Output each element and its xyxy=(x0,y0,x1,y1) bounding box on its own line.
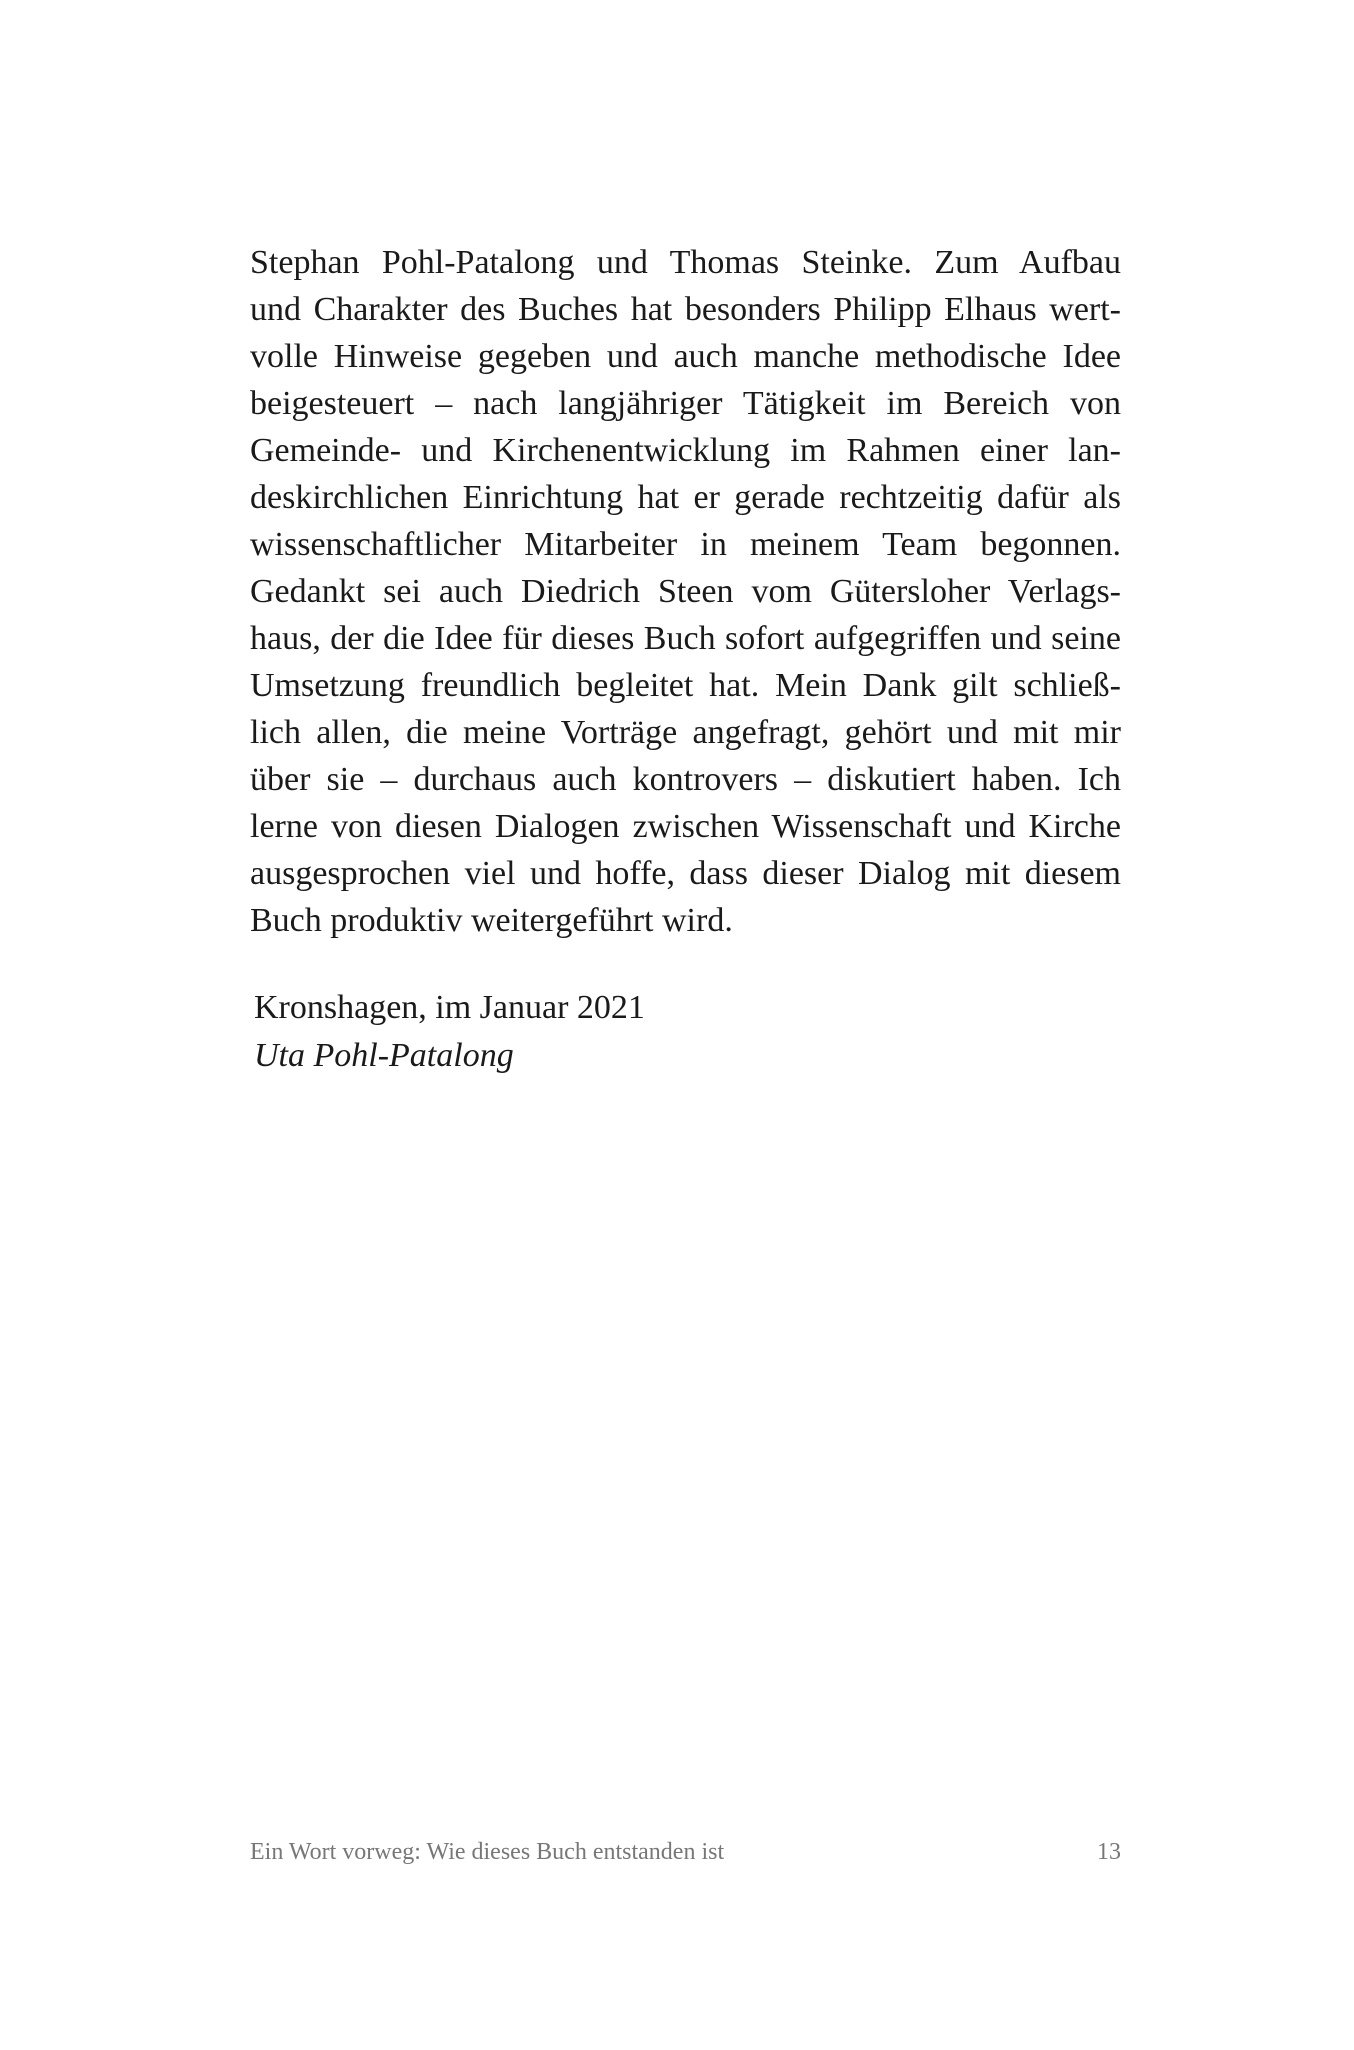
text-line: Gemeinde- und Kirchenentwicklung im Rahmen einer lan- xyxy=(250,432,1121,469)
text-line: ausgesprochen viel und hoffe, dass dieser Dialog mit diesem xyxy=(250,855,1121,892)
body-paragraph xyxy=(250,239,1121,944)
text-line: Stephan Pohl-Patalong und Thomas Steinke. Zum Aufbau xyxy=(250,244,1121,281)
text-line: wissenschaftlicher Mitarbeiter in meinem Team begonnen. xyxy=(250,526,1121,563)
place-date: Kronshagen, im Januar 2021 xyxy=(254,989,645,1026)
text-line: beigesteuert – nach langjähriger Tätigkeit im Bereich von xyxy=(250,385,1121,422)
text-line: Buch produktiv weitergeführt wird. xyxy=(250,902,733,939)
signature-block xyxy=(254,984,954,1080)
text-line: Umsetzung freundlich begleitet hat. Mein Dank gilt schließ- xyxy=(250,667,1121,704)
text-line: über sie – durchaus auch kontrovers – diskutiert haben. Ich xyxy=(250,761,1121,798)
page-number: 13 xyxy=(1097,1839,1121,1865)
running-title: Ein Wort vorweg: Wie dieses Buch entstanden ist xyxy=(250,1839,725,1865)
author-name: Uta Pohl-Patalong xyxy=(254,1037,514,1074)
page-footer xyxy=(250,1834,1121,1870)
text-line: deskirchlichen Einrichtung hat er gerade rechtzeitig dafür als xyxy=(250,479,1121,516)
text-line: und Charakter des Buches hat besonders Philipp Elhaus wert- xyxy=(250,291,1121,328)
text-line: lich allen, die meine Vorträge angefragt, gehört und mit mir xyxy=(250,714,1121,751)
text-line: lerne von diesen Dialogen zwischen Wissenschaft und Kirche xyxy=(250,808,1121,845)
text-line: Gedankt sei auch Diedrich Steen vom Gütersloher Verlags- xyxy=(250,573,1121,610)
text-line: volle Hinweise gegeben und auch manche methodische Idee xyxy=(250,338,1121,375)
text-line: haus, der die Idee für dieses Buch sofort aufgegriffen und seine xyxy=(250,620,1121,657)
